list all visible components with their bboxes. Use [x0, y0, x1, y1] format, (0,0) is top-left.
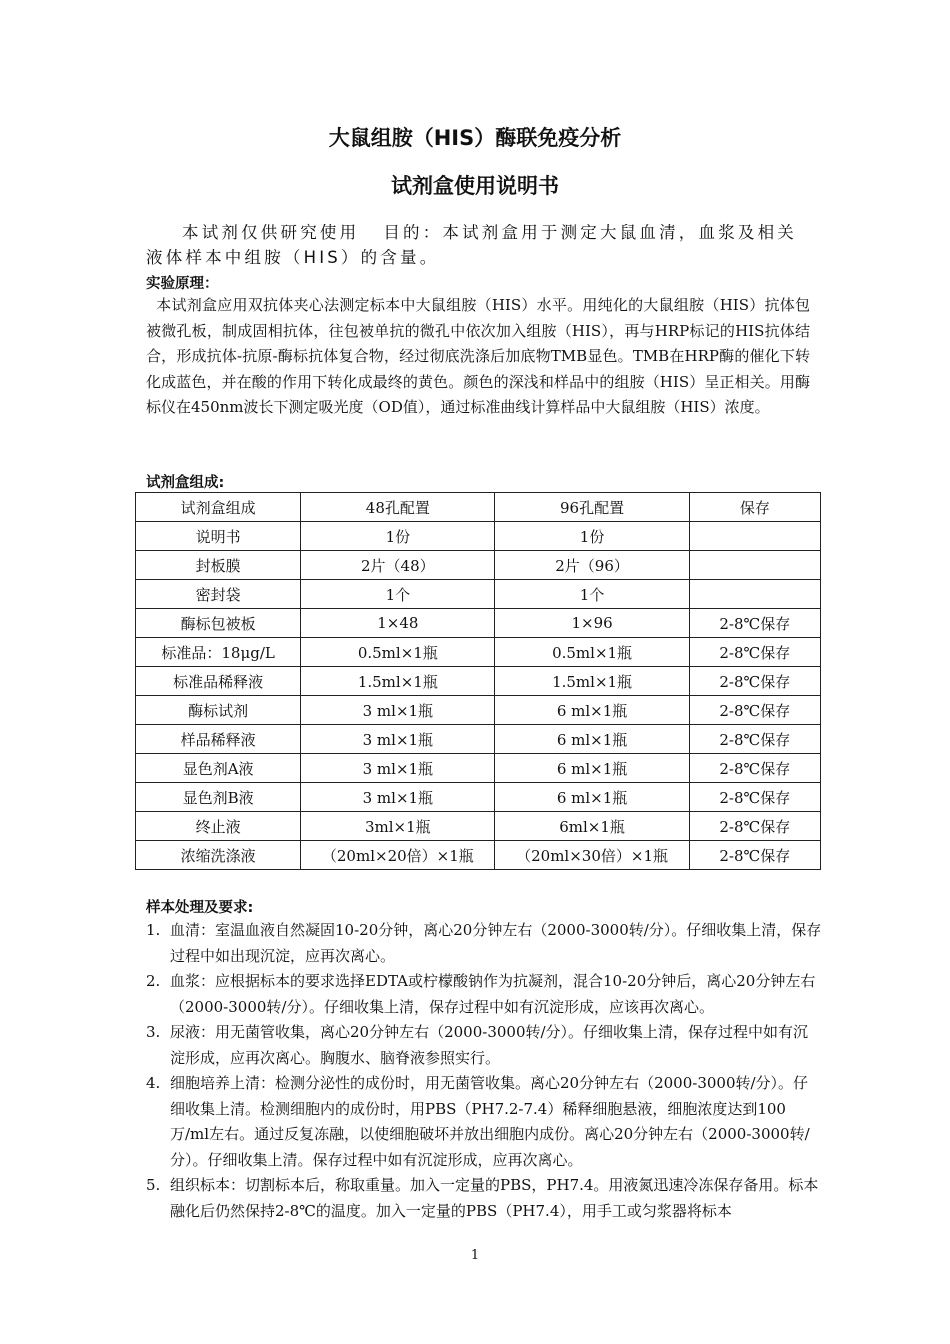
table-cell: 3 ml×1瓶 — [301, 754, 495, 783]
list-item-text: 血浆：应根据标本的要求选择EDTA或柠檬酸钠作为抗凝剂，混合10-20分钟后，离心20分钟左右（2000-3000转/分）。仔细收集上清，保存过程中如有沉淀形成，应该再次离心。 — [170, 972, 816, 1016]
table-cell: 1份 — [495, 522, 689, 551]
table-cell: （20ml×30倍）×1瓶 — [495, 841, 689, 870]
list-item-text: 细胞培养上清：检测分泌性的成份时，用无菌管收集。离心20分钟左右（2000-3000转/分）。仔细收集上清。检测细胞内的成份时，用PBS（PH7.2-7.4）稀释细胞悬液，细胞浓度达到100万/ml左右。通过反复冻融，以使细胞破坏并放出细胞内成份。离心20分钟左右（2000-3000转/分）。仔细收集上清。保存过程中如有沉淀形成，应再次离心。 — [170, 1074, 810, 1169]
principle-body: 本试剂盒应用双抗体夹心法测定标本中大鼠组胺（HIS）水平。用纯化的大鼠组胺（HIS）抗体包被微孔板，制成固相抗体，往包被单抗的微孔中依次加入组胺（HIS），再与HRP标记的HIS抗体结合，形成抗体-抗原-酶标抗体复合物，经过彻底洗涤后加底物TMB显色。TMB在HRP酶的催化下转化成蓝色，并在酸的作用下转化成最终的黄色。颜色的深浅和样品中的组胺（HIS）呈正相关。用酶标仪在450nm波长下测定吸光度（OD值），通过标准曲线计算样品中大鼠组胺（HIS）浓度。 — [146, 296, 810, 416]
list-item-number: 3. — [146, 1023, 161, 1041]
table-cell: 1.5ml×1瓶 — [495, 667, 689, 696]
kit-heading: 试剂盒组成: — [146, 475, 225, 491]
table-cell: 2-8℃保存 — [689, 754, 820, 783]
principle-heading: 实验原理： — [146, 276, 219, 292]
table-cell: 2-8℃保存 — [689, 696, 820, 725]
table-cell: 0.5ml×1瓶 — [301, 638, 495, 667]
table-cell — [689, 522, 820, 551]
table-cell: 2片（48） — [301, 551, 495, 580]
table-header-cell: 96孔配置 — [495, 493, 689, 522]
table-row — [136, 609, 821, 638]
table-cell: 6 ml×1瓶 — [495, 754, 689, 783]
list-item — [146, 918, 822, 969]
samples-heading: 样本处理及要求: — [146, 900, 254, 916]
table-cell: 0.5ml×1瓶 — [495, 638, 689, 667]
list-item — [146, 1020, 822, 1071]
table-cell: 标准品：18μg/L — [136, 638, 301, 667]
table-cell: 2-8℃保存 — [689, 783, 820, 812]
table-cell: 1个 — [495, 580, 689, 609]
table-cell: 3 ml×1瓶 — [301, 783, 495, 812]
list-item-number: 1. — [146, 921, 161, 939]
table-header-row — [136, 493, 821, 522]
table-cell: 显色剂A液 — [136, 754, 301, 783]
table-row — [136, 667, 821, 696]
table-cell: 3 ml×1瓶 — [301, 696, 495, 725]
table-cell: 2-8℃保存 — [689, 609, 820, 638]
table-cell: 2-8℃保存 — [689, 812, 820, 841]
intro-purpose: 目的：本试剂盒用于测定大鼠血清，血浆及相关液体样本中组胺（HIS）的含量。 — [146, 223, 798, 267]
table-row — [136, 754, 821, 783]
list-item-number: 4. — [146, 1074, 161, 1092]
table-row — [136, 522, 821, 551]
table-cell: 3 ml×1瓶 — [301, 725, 495, 754]
table-row — [136, 696, 821, 725]
principle-text — [146, 293, 810, 421]
table-cell — [689, 580, 820, 609]
table-cell: 1×96 — [495, 609, 689, 638]
list-item — [146, 1071, 822, 1173]
table-cell: 样品稀释液 — [136, 725, 301, 754]
table-cell: 6 ml×1瓶 — [495, 783, 689, 812]
list-item — [146, 969, 822, 1020]
table-cell: 酶标试剂 — [136, 696, 301, 725]
table-cell: 1份 — [301, 522, 495, 551]
table-cell: 2-8℃保存 — [689, 667, 820, 696]
table-cell: 封板膜 — [136, 551, 301, 580]
table-row — [136, 841, 821, 870]
sample-steps-list — [146, 918, 822, 1224]
table-cell: 2片（96） — [495, 551, 689, 580]
table-cell: 2-8℃保存 — [689, 841, 820, 870]
table-cell: 说明书 — [136, 522, 301, 551]
table-cell: 密封袋 — [136, 580, 301, 609]
table-cell: 2-8℃保存 — [689, 725, 820, 754]
table-row — [136, 551, 821, 580]
document-title: 大鼠组胺（HIS）酶联免疫分析 — [328, 126, 622, 150]
page-number: 1 — [470, 1248, 480, 1263]
table-row — [136, 580, 821, 609]
list-item-text: 组织标本：切割标本后，称取重量。加入一定量的PBS，PH7.4。用液氮迅速冷冻保存备用。标本融化后仍然保持2-8℃的温度。加入一定量的PBS（PH7.4），用手工或匀浆器将标本 — [170, 1176, 819, 1220]
table-row — [136, 725, 821, 754]
table-row — [136, 812, 821, 841]
table-cell: （20ml×20倍）×1瓶 — [301, 841, 495, 870]
table-cell: 1×48 — [301, 609, 495, 638]
table-cell: 3ml×1瓶 — [301, 812, 495, 841]
table-cell: 标准品稀释液 — [136, 667, 301, 696]
table-cell: 1个 — [301, 580, 495, 609]
table-cell: 6ml×1瓶 — [495, 812, 689, 841]
table-cell: 2-8℃保存 — [689, 638, 820, 667]
table-cell: 6 ml×1瓶 — [495, 696, 689, 725]
document-subtitle: 试剂盒使用说明书 — [391, 174, 559, 198]
table-header-cell: 试剂盒组成 — [136, 493, 301, 522]
table-cell: 浓缩洗涤液 — [136, 841, 301, 870]
table-cell: 1.5ml×1瓶 — [301, 667, 495, 696]
intro-research-only: 本试剂仅供研究使用 — [182, 223, 360, 242]
table-cell: 终止液 — [136, 812, 301, 841]
table-cell: 显色剂B液 — [136, 783, 301, 812]
table-row — [136, 783, 821, 812]
table-cell — [689, 551, 820, 580]
table-cell: 酶标包被板 — [136, 609, 301, 638]
table-cell: 6 ml×1瓶 — [495, 725, 689, 754]
list-item — [146, 1173, 822, 1224]
kit-components-table — [135, 492, 821, 870]
intro-paragraph — [146, 220, 810, 270]
table-header-cell: 保存 — [689, 493, 820, 522]
list-item-number: 2. — [146, 972, 161, 990]
table-header-cell: 48孔配置 — [301, 493, 495, 522]
list-item-text: 血清：室温血液自然凝固10-20分钟，离心20分钟左右（2000-3000转/分）。仔细收集上清，保存过程中如出现沉淀，应再次离心。 — [170, 921, 822, 965]
list-item-number: 5. — [146, 1176, 161, 1194]
list-item-text: 尿液：用无菌管收集，离心20分钟左右（2000-3000转/分）。仔细收集上清，保存过程中如有沉淀形成，应再次离心。胸腹水、脑脊液参照实行。 — [170, 1023, 809, 1067]
table-row — [136, 638, 821, 667]
